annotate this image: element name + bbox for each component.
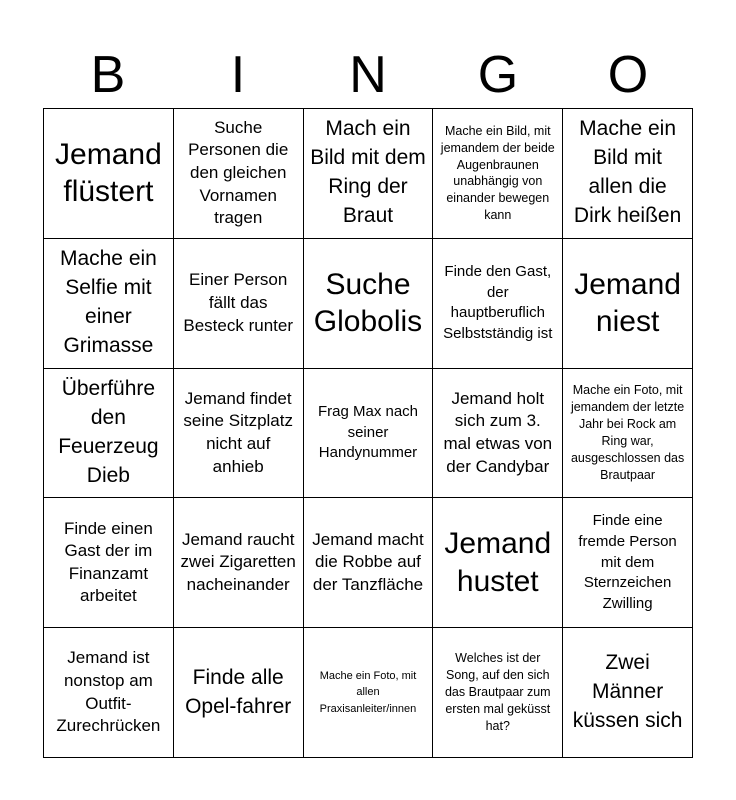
bingo-cell-r1c1[interactable] <box>44 109 174 239</box>
bingo-cell-text: Welches ist der Song, auf den sich das Brautpaar zum ersten mal geküsst hat? <box>444 651 551 733</box>
bingo-cell-text: Jemand niest <box>574 267 681 339</box>
bingo-cell-r5c2[interactable] <box>174 628 304 758</box>
bingo-cell-text: Finde einen Gast der im Finanzamt arbeitet <box>63 518 153 606</box>
header-letter-i: I <box>230 46 246 104</box>
bingo-cell-text: Mach ein Bild mit dem Ring der Braut <box>310 117 426 228</box>
bingo-cell-r1c5[interactable] <box>563 109 693 239</box>
bingo-board <box>43 108 693 758</box>
bingo-cell-text: Jemand holt sich zum 3. mal etwas von der Candybar <box>443 388 553 476</box>
bingo-cell-text: Zwei Männer küssen sich <box>572 651 683 733</box>
bingo-cell-r1c4[interactable] <box>433 109 563 239</box>
bingo-cell-text: Finde den Gast, der hauptberuflich Selbstständig ist <box>443 263 553 342</box>
bingo-cell-r5c4[interactable] <box>433 628 563 758</box>
bingo-cell-r4c1[interactable] <box>44 498 174 628</box>
bingo-cell-r2c2[interactable] <box>174 239 304 369</box>
bingo-cell-text: Frag Max nach seiner Handynummer <box>317 403 419 462</box>
bingo-cell-r4c2[interactable] <box>174 498 304 628</box>
bingo-cell-text: Suche Personen die den gleichen Vornamen tragen <box>188 117 289 228</box>
bingo-cell-text: Mache ein Selfie mit einer Grimasse <box>59 247 157 358</box>
bingo-cell-text: Jemand hustet <box>444 527 552 598</box>
bingo-cell-text: Überführe den Feuerzeug Dieb <box>58 377 159 487</box>
header-letter-n: N <box>349 46 387 104</box>
bingo-cell-text: Einer Person fällt das Besteck runter <box>183 270 293 335</box>
bingo-cell-text: Mache ein Bild mit allen die Dirk heißen <box>573 117 682 228</box>
bingo-cell-text: Jemand flüstert <box>55 137 162 209</box>
bingo-cell-text: Finde alle Opel-fahrer <box>185 665 292 718</box>
bingo-cell-r3c1[interactable] <box>44 369 174 499</box>
header-letter-o: O <box>607 46 649 104</box>
bingo-cell-r4c4[interactable] <box>433 498 563 628</box>
bingo-cell-r3c4[interactable] <box>433 369 563 499</box>
bingo-cell-r5c5[interactable] <box>563 628 693 758</box>
bingo-cell-r3c3[interactable] <box>304 369 434 499</box>
bingo-cell-r1c2[interactable] <box>174 109 304 239</box>
bingo-cell-text: Finde eine fremde Person mit dem Sternzeichen Zwilling <box>578 512 677 612</box>
bingo-cell-r3c5[interactable] <box>563 369 693 499</box>
bingo-cell-text: Jemand findet seine Sitzplatz nicht auf anhieb <box>183 388 293 476</box>
bingo-cell-r1c3[interactable] <box>304 109 434 239</box>
header-letter-b: B <box>90 46 126 104</box>
bingo-cell-r5c1[interactable] <box>44 628 174 758</box>
bingo-cell-text: Mache ein Foto, mit jemandem der letzte Jahr bei Rock am Ring war, ausgeschlossen das Brautpaar <box>570 383 685 482</box>
bingo-cell-r4c3[interactable] <box>304 498 434 628</box>
bingo-cell-text: Suche Globolis <box>313 267 423 339</box>
bingo-cell-r2c1[interactable] <box>44 239 174 369</box>
bingo-cell-text: Jemand macht die Robbe auf der Tanzfläche <box>312 529 424 595</box>
bingo-cell-r3c2[interactable] <box>174 369 304 499</box>
bingo-cell-r2c4[interactable] <box>433 239 563 369</box>
header-letter-g: G <box>477 46 519 104</box>
bingo-cell-r2c3[interactable] <box>304 239 434 369</box>
bingo-cell-text: Jemand ist nonstop am Outfit-Zurechrücken <box>56 648 161 736</box>
bingo-cell-text: Mache ein Foto, mit allen Praxisanleiter/innen <box>319 669 417 715</box>
bingo-cell-r4c5[interactable] <box>563 498 693 628</box>
bingo-cell-text: Mache ein Bild, mit jemandem der beide Augenbraunen unabhängig von einander bewegen kann <box>440 123 555 223</box>
bingo-cell-r5c3[interactable] <box>304 628 434 758</box>
bingo-cell-text: Jemand raucht zwei Zigaretten nacheinander <box>180 529 296 595</box>
bingo-cell-r2c5[interactable] <box>563 239 693 369</box>
bingo-header <box>43 42 693 108</box>
